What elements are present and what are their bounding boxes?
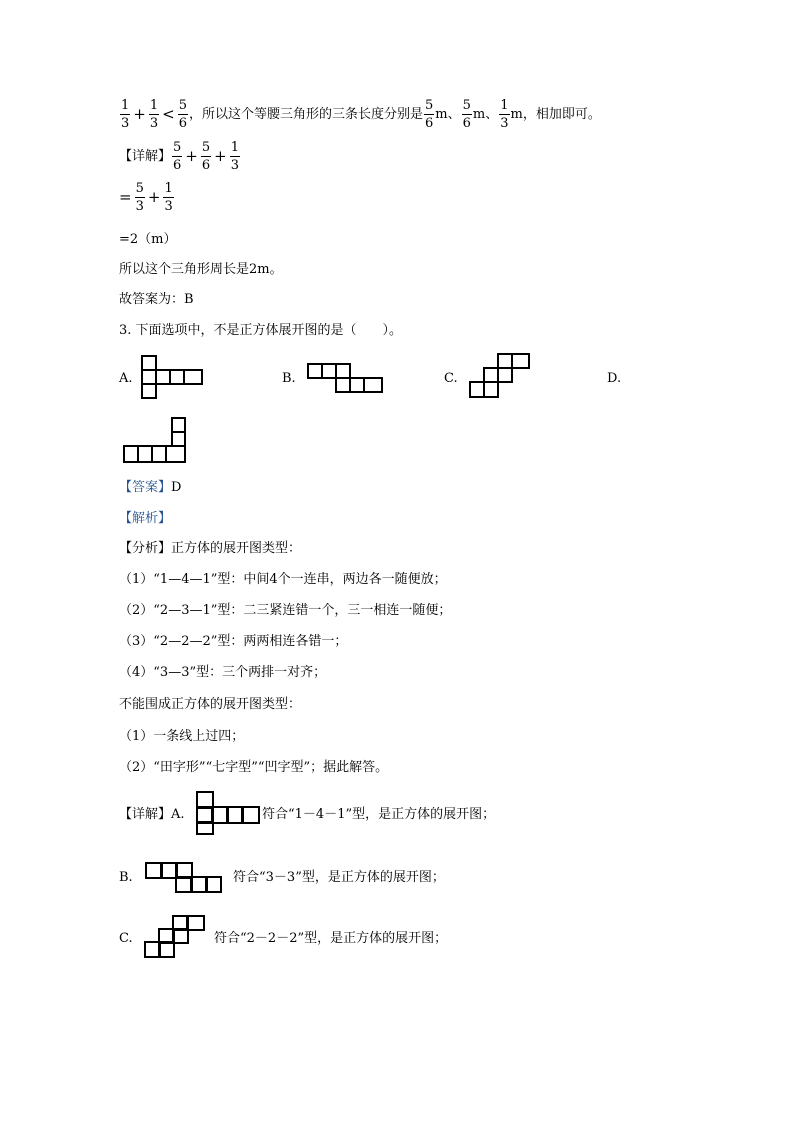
detail-a-text: 符合“1－4－1”型，是正方体的展开图；: [262, 807, 496, 822]
reasoning-line: $\frac{1}{3}$ + $\frac{1}{3}$ < $\frac{5}{6}$ ，所以这个等腰三角形的三条长度分别是 $\frac{5}{6}$ m、 $\frac{5}{6}$ m、 $\frac{1}{3}$ m，相加即可。: [121, 98, 601, 131]
answer-label: 【答案】: [119, 480, 172, 495]
analysis-label: 【解析】: [119, 511, 172, 526]
analysis-type-4: （4）“3—3”型：三个两排一对齐；: [119, 665, 327, 680]
option-d-label: D.: [607, 371, 622, 386]
detail-expression: 【详解】 $\frac{5}{6}$ + $\frac{5}{6}$ + $\frac{1}{3}$: [119, 140, 240, 173]
fraction: $\frac{5}{6}$: [462, 98, 471, 131]
fraction: $\frac{1}{3}$: [164, 181, 173, 214]
fraction: $\frac{5}{6}$: [425, 98, 434, 131]
detail-c-text: 符合“2－2－2”型，是正方体的展开图；: [214, 931, 448, 946]
analysis-not-1: （1）一条线上过四；: [119, 729, 245, 744]
detail-b-label: B.: [119, 870, 133, 885]
analysis-intro: 【分析】正方体的展开图类型：: [119, 541, 302, 556]
detail-c-label: C.: [119, 931, 133, 946]
fraction: $\frac{1}{3}$: [230, 140, 240, 173]
conclusion-text: 所以这个三角形周长是2m。: [119, 262, 283, 277]
fraction: $\frac{5}{6}$: [173, 140, 182, 173]
detail-b-text: 符合“3－3”型，是正方体的展开图；: [233, 870, 445, 885]
analysis-type-1: （1）“1—4—1”型：中间4个一连串，两边各一随便放；: [119, 572, 447, 587]
analysis-type-2: （2）“2—3—1”型：二三紧连错一个，三一相连一随便；: [119, 603, 452, 618]
option-c-label: C.: [444, 371, 458, 386]
question-text: 3. 下面选项中，不是正方体展开图的是（ ）。: [119, 323, 403, 338]
fraction: $\frac{1}{3}$: [121, 98, 130, 131]
analysis-type-3: （3）“2—2—2”型：两两相连各错一；: [119, 634, 348, 649]
answer-value: D: [171, 480, 182, 495]
fraction: $\frac{1}{3}$: [149, 98, 159, 131]
fraction: $\frac{5}{6}$: [201, 140, 211, 173]
answer-line: [119, 481, 181, 494]
fraction: $\frac{1}{3}$: [500, 98, 509, 131]
analysis-not-intro: 不能围成正方体的展开图类型：: [119, 697, 302, 712]
previous-answer: 故答案为：B: [119, 292, 194, 307]
detail-a-label: 【详解】A.: [119, 807, 185, 822]
calc-result: =2（m）: [119, 232, 177, 247]
calc-step: = $\frac{5}{3}$ + $\frac{1}{3}$: [119, 181, 173, 214]
option-b-label: B.: [282, 371, 296, 386]
fraction: $\frac{5}{3}$: [135, 181, 144, 214]
fraction: $\frac{5}{6}$: [178, 98, 187, 131]
option-a-label: A.: [119, 371, 133, 386]
analysis-not-2: （2）“田字形”“七字型”“凹字型”；据此解答。: [119, 760, 389, 775]
